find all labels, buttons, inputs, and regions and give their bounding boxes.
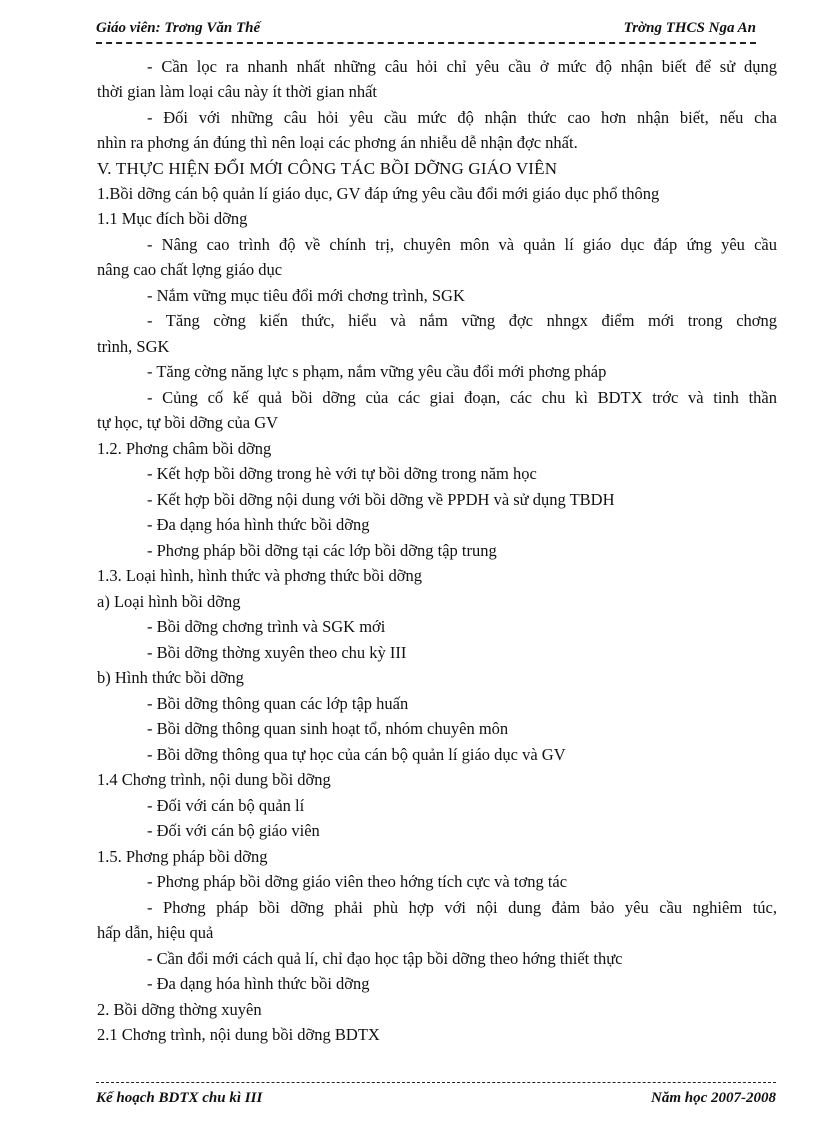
text-line: thời gian làm loại câu này ít thời gian nhất [97, 82, 378, 101]
text-line: - Phơng pháp bồi dỡng tại các lớp bồi dỡng tập trung [147, 541, 497, 560]
text-line: nhìn ra phơng án đúng thì nên loại các phơng án nhiễu dễ nhận đợc nhất. [97, 133, 578, 152]
footer-year: Năm học 2007-2008 [651, 1090, 776, 1106]
text-line: - Đối với những câu hỏi yêu cầu mức độ nhận thức cao hơn nhận biết, nếu cha [147, 108, 777, 127]
text-line: - Tăng cờng năng lực s phạm, nắm vững yêu cầu đổi mới phơng pháp [147, 362, 607, 381]
text-line: 1.Bồi dỡng cán bộ quản lí giáo dục, GV đáp ứng yêu cầu đổi mới giáo dục phổ thông [97, 184, 660, 203]
text-line: - Bồi dỡng thông quan sinh hoạt tổ, nhóm chuyên môn [147, 719, 509, 738]
header-teacher: Giáo viên: Trơng Văn Thế [96, 20, 261, 36]
header-school: Trờng THCS Nga An [623, 20, 756, 36]
subsection-heading: 1.5. Phơng pháp bồi dỡng [97, 847, 268, 866]
text-line: - Cần đổi mới cách quả lí, chỉ đạo học tập bồi dỡng theo hớng thiết thực [147, 949, 623, 968]
subsection-heading: 1.4 Chơng trình, nội dung bồi dỡng [97, 770, 331, 789]
footer-divider [96, 1082, 776, 1083]
text-line: trình, SGK [97, 337, 170, 356]
text-line: - Phơng pháp bồi dỡng giáo viên theo hớng tích cực và tơng tác [147, 872, 568, 891]
subsection-heading: 1.3. Loại hình, hình thức và phơng thức bồi dỡng [97, 566, 422, 585]
text-line: - Phơng pháp bồi dỡng phải phù hợp với nội dung đảm bảo yêu cầu nghiêm túc, [147, 898, 777, 917]
text-line: - Bồi dỡng thông qua tự học của cán bộ quản lí giáo dục và GV [147, 745, 566, 764]
subsection-heading: 1.1 Mục đích bồi dỡng [97, 209, 248, 228]
text-line: - Bồi dỡng chơng trình và SGK mới [147, 617, 386, 636]
section-heading: 2. Bồi dỡng thờng xuyên [97, 1000, 262, 1019]
text-line: - Bồi dỡng thờng xuyên theo chu kỳ III [147, 643, 407, 662]
header-divider [96, 42, 756, 44]
text-line: tự học, tự bồi dỡng của GV [97, 413, 279, 432]
text-line: nâng cao chất lợng giáo dục [97, 260, 283, 279]
page-footer [96, 1082, 776, 1112]
footer-plan: Kế hoạch BDTX chu kì III [96, 1090, 263, 1106]
subsection-heading: b) Hình thức bồi dỡng [97, 668, 244, 687]
section-heading: V. THỰC HIỆN ĐỔI MỚI CÔNG TÁC BỒI DỠNG GIÁO VIÊN [97, 159, 558, 178]
text-line: - Nắm vững mục tiêu đổi mới chơng trình, SGK [147, 286, 465, 305]
text-line: - Đa dạng hóa hình thức bồi dỡng [147, 515, 370, 534]
subsection-heading: 2.1 Chơng trình, nội dung bồi dỡng BDTX [97, 1025, 380, 1044]
text-line: - Kết hợp bồi dỡng nội dung với bồi dỡng về PPDH và sử dụng TBDH [147, 490, 615, 509]
text-line: - Đối với cán bộ quản lí [147, 796, 305, 815]
text-line: - Củng cố kế quả bồi dỡng của các giai đoạn, các chu kì BDTX trớc và tinh thần [147, 388, 777, 407]
subsection-heading: 1.2. Phơng châm bồi dỡng [97, 439, 272, 458]
text-line: - Đối với cán bộ giáo viên [147, 821, 320, 840]
text-line: - Đa dạng hóa hình thức bồi dỡng [147, 974, 370, 993]
text-line: - Nâng cao trình độ về chính trị, chuyên môn và quản lí giáo dục đáp ứng yêu cầu [147, 235, 777, 254]
text-line: hấp dẫn, hiệu quả [97, 923, 214, 942]
text-line: - Cần lọc ra nhanh nhất những câu hỏi chỉ yêu cầu ở mức độ nhận biết để sử dụng [147, 57, 777, 76]
subsection-heading: a) Loại hình bồi dỡng [97, 592, 241, 611]
text-line: - Bồi dỡng thông quan các lớp tập huấn [147, 694, 409, 713]
text-line: - Tăng cờng kiến thức, hiểu và nắm vững đợc nhngx điểm mới trong chơng [147, 311, 777, 330]
page-header [96, 16, 756, 42]
text-line: - Kết hợp bồi dỡng trong hè với tự bồi dỡng trong năm học [147, 464, 537, 483]
